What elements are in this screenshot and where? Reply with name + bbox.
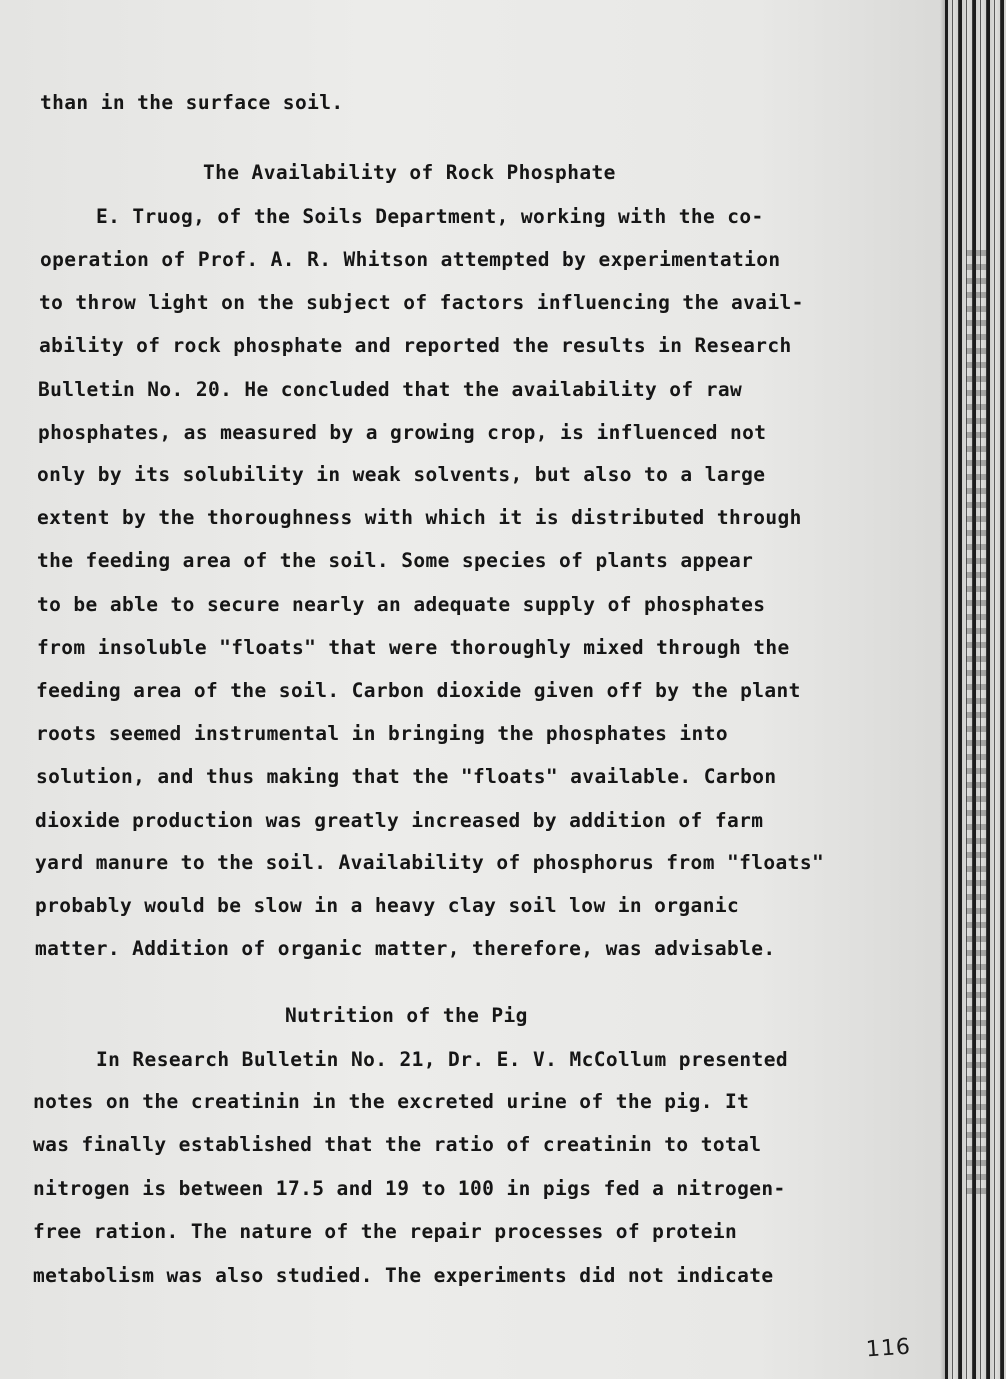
text-line: yard manure to the soil. Availability of phosphorus from "floats": [35, 851, 825, 874]
text-line: Bulletin No. 20. He concluded that the availability of raw: [38, 378, 743, 401]
text-line: than in the surface soil.: [40, 91, 344, 114]
text-line: the feeding area of the soil. Some species of plants appear: [37, 549, 754, 572]
text-line: phosphates, as measured by a growing crop, is influenced not: [38, 421, 767, 444]
text-line: feeding area of the soil. Carbon dioxide given off by the plant: [36, 679, 801, 702]
text-line: In Research Bulletin No. 21, Dr. E. V. McCollum presented: [96, 1048, 788, 1071]
section-heading: Nutrition of the Pig: [285, 1004, 528, 1027]
page-number: 116: [865, 1334, 912, 1363]
text-line: free ration. The nature of the repair processes of protein: [33, 1220, 738, 1243]
text-line: was finally established that the ratio of creatinin to total: [33, 1133, 762, 1156]
text-line: metabolism was also studied. The experiments did not indicate: [33, 1264, 774, 1287]
text-line: dioxide production was greatly increased by addition of farm: [35, 809, 764, 832]
text-line: ability of rock phosphate and reported the results in Research: [39, 334, 792, 357]
text-line: probably would be slow in a heavy clay soil low in organic: [35, 894, 740, 917]
text-line: roots seemed instrumental in bringing the phosphates into: [36, 722, 728, 745]
text-line: nitrogen is between 17.5 and 19 to 100 in pigs fed a nitrogen-: [33, 1177, 786, 1200]
text-line: to be able to secure nearly an adequate supply of phosphates: [37, 593, 766, 616]
text-line: from insoluble "floats" that were thoroughly mixed through the: [37, 636, 790, 659]
text-line: extent by the thoroughness with which it is distributed through: [37, 506, 802, 529]
text-line: notes on the creatinin in the excreted urine of the pig. It: [33, 1090, 750, 1113]
section-heading: The Availability of Rock Phosphate: [203, 161, 616, 184]
text-line: only by its solubility in weak solvents, but also to a large: [37, 463, 766, 486]
text-line: matter. Addition of organic matter, therefore, was advisable.: [35, 937, 776, 960]
text-line: to throw light on the subject of factors influencing the avail-: [39, 291, 804, 314]
text-line: solution, and thus making that the "floats" available. Carbon: [36, 765, 777, 788]
page-stack-marks: [966, 250, 988, 1200]
text-line: E. Truog, of the Soils Department, working with the co-: [96, 205, 764, 228]
text-line: operation of Prof. A. R. Whitson attempted by experimentation: [40, 248, 781, 271]
